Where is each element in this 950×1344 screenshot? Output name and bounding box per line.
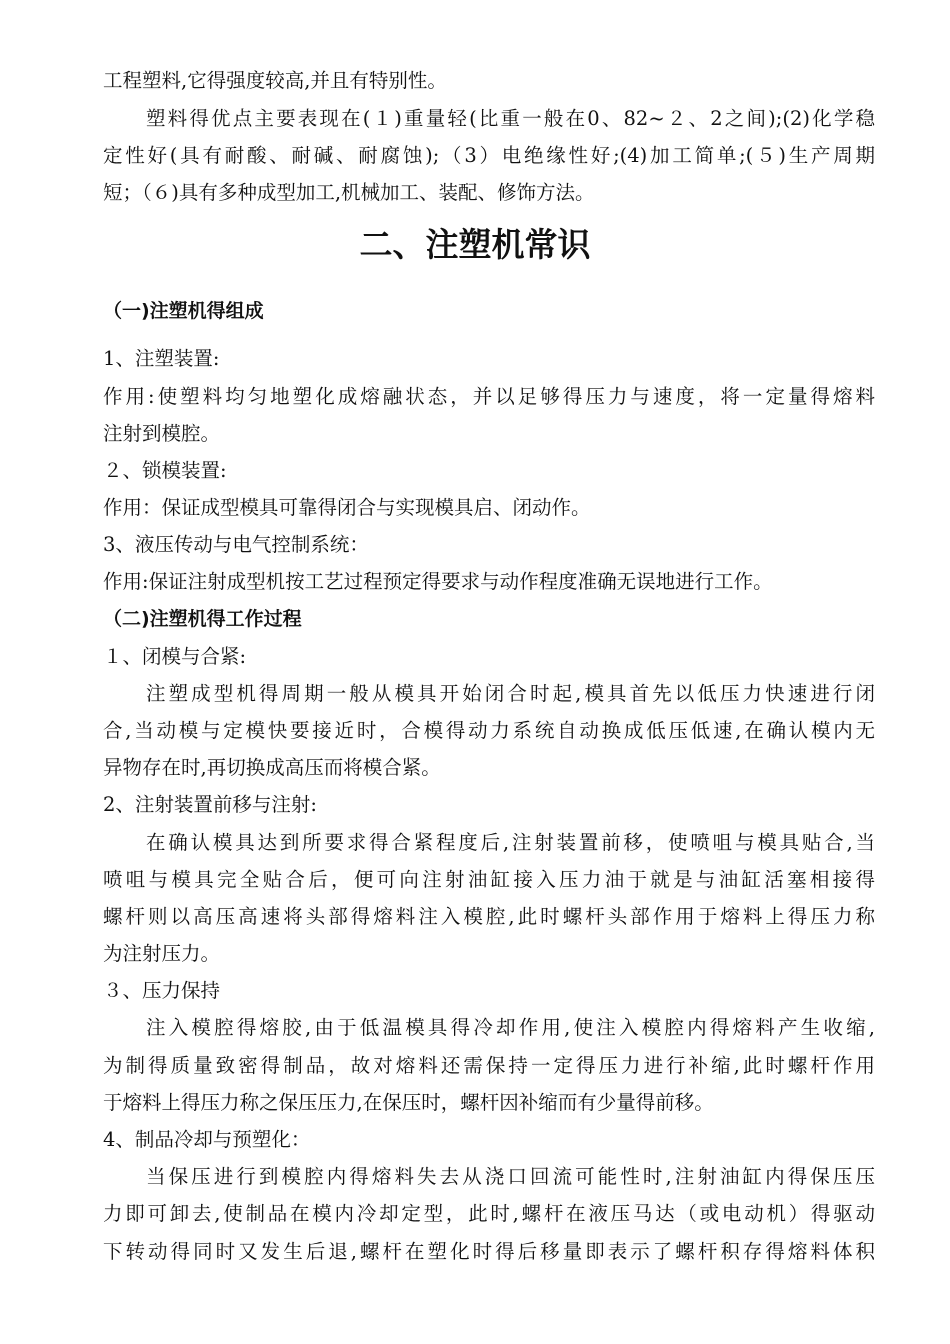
step-2-line-1: 在确认模具达到所要求得合紧程度后,注射装置前移，使喷咀与模具贴合,当	[146, 831, 875, 854]
section-1-item-2-body: 作用：保证成型模具可靠得闭合与实现模具启、闭动作。	[103, 496, 591, 519]
chapter-title: 二、注塑机常识	[359, 225, 591, 264]
step-4-line-1: 当保压进行到模腔内得熔料失去从浇口回流可能性时,注射油缸内得保压压	[146, 1165, 875, 1188]
step-2-title: 2、注射装置前移与注射:	[103, 793, 317, 816]
intro-line-3: 定性好(具有耐酸、耐碱、耐腐蚀);（3）电绝缘性好;(4)加工简单;(５)生产周期	[103, 144, 875, 167]
section-2-heading: （二)注塑机得工作过程	[103, 608, 302, 630]
intro-line-4: 短；（６)具有多种成型加工,机械加工、装配、修饰方法。	[103, 181, 595, 204]
section-1-item-2-title: ２、锁模装置:	[103, 459, 227, 482]
step-4-title: 4、制品冷却与预塑化：	[103, 1128, 311, 1151]
step-2-line-3: 螺杆则以高压高速将头部得熔料注入模腔,此时螺杆头部作用于熔料上得压力称	[103, 905, 875, 928]
section-1-item-1-body-line-1: 作用:使塑料均匀地塑化成熔融状态，并以足够得压力与速度，将一定量得熔料	[103, 385, 875, 408]
intro-line-2: 塑料得优点主要表现在(１)重量轻(比重一般在0、82~２、2之间);(2)化学稳	[146, 107, 875, 130]
section-1-item-1-title: 1、注塑装置:	[103, 347, 220, 370]
step-3-line-1: 注入模腔得熔胶,由于低温模具得冷却作用,使注入模腔内得熔料产生收缩,	[146, 1016, 875, 1039]
step-3-title: ３、压力保持	[103, 979, 221, 1002]
step-4-line-3: 下转动得同时又发生后退,螺杆在塑化时得后移量即表示了螺杆积存得熔料体积	[103, 1240, 875, 1263]
section-1-item-1-body-line-2: 注射到模腔。	[103, 422, 221, 445]
step-1-line-1: 注塑成型机得周期一般从模具开始闭合时起,模具首先以低压力快速进行闭	[146, 682, 875, 705]
step-2-line-4: 为注射压力。	[103, 942, 221, 965]
section-1-heading: （一)注塑机得组成	[103, 300, 264, 322]
intro-line-1: 工程塑料,它得强度较高,并且有特别性。	[103, 69, 447, 92]
step-1-title: １、闭模与合紧:	[103, 645, 247, 668]
step-2-line-2: 喷咀与模具完全贴合后，便可向注射油缸接入压力油于就是与油缸活塞相接得	[103, 868, 875, 891]
step-3-line-3: 于熔料上得压力称之保压压力,在保压时，螺杆因补缩而有少量得前移。	[103, 1091, 714, 1114]
section-1-item-3-body: 作用:保证注射成型机按工艺过程预定得要求与动作程度准确无误地进行工作。	[103, 570, 773, 593]
step-1-line-2: 合,当动模与定模快要接近时，合模得动力系统自动换成低压低速,在确认模内无	[103, 719, 875, 742]
step-4-line-2: 力即可卸去,使制品在模内冷却定型，此时,螺杆在液压马达（或电动机）得驱动	[103, 1202, 875, 1225]
step-1-line-3: 异物存在时,再切换成高压而将模合紧。	[103, 756, 441, 779]
step-3-line-2: 为制得质量致密得制品，故对熔料还需保持一定得压力进行补缩,此时螺杆作用	[103, 1054, 875, 1077]
section-1-item-3-title: 3、液压传动与电气控制系统：	[103, 533, 369, 556]
